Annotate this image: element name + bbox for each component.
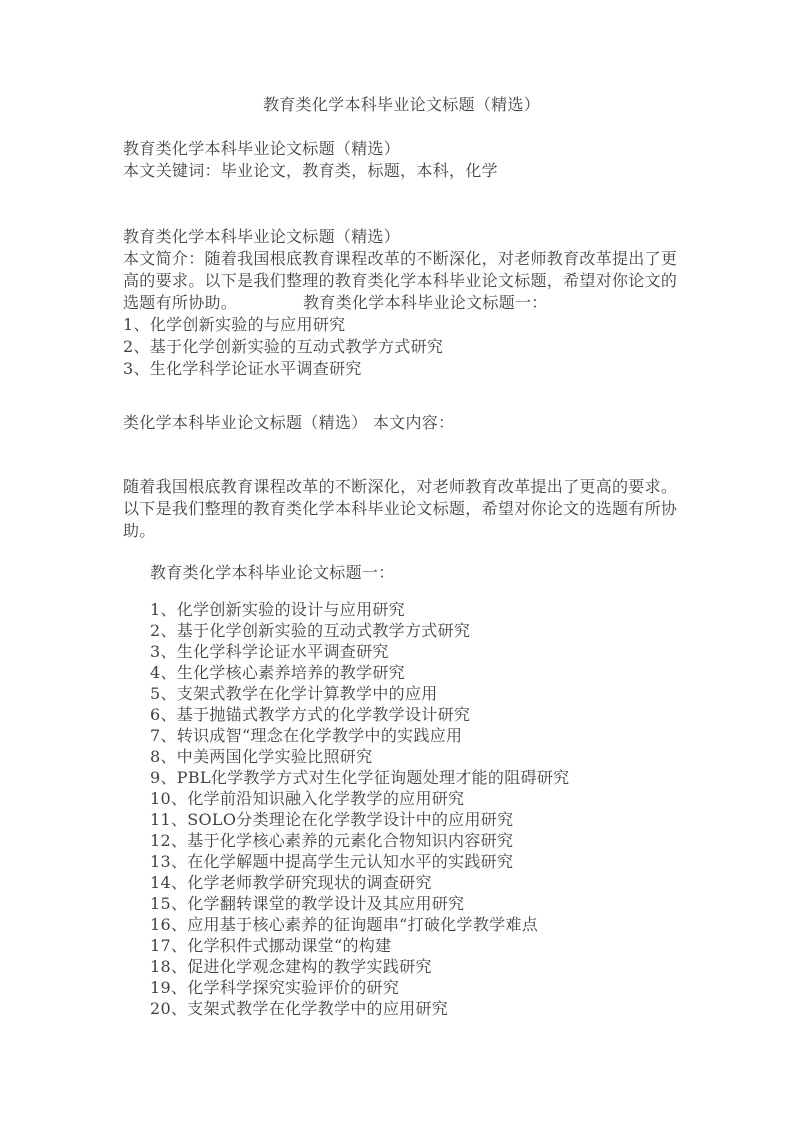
summary-preview-list — [123, 314, 680, 380]
content-intro-line: 助。 — [123, 521, 156, 540]
summary-preview-item: 1、化学创新实验的与应用研究 — [123, 315, 346, 334]
thesis-title-item: 16、应用基于核心素养的征询题串“打破化学教学难点 — [150, 915, 539, 934]
thesis-title-item: 10、化学前沿知识融入化学教学的应用研究 — [150, 789, 465, 808]
thesis-title-item: 7、转识成智“理念在化学教学中的实践应用 — [150, 726, 463, 745]
thesis-title-item: 15、化学翻转课堂的教学设计及其应用研究 — [150, 894, 465, 913]
thesis-title-item: 3、生化学科学论证水平调查研究 — [150, 642, 389, 661]
summary-last-line — [123, 292, 680, 314]
content-header: 类化学本科毕业论文标题（精选） 本文内容： — [123, 413, 455, 432]
content-intro-line: 以下是我们整理的教育类化学本科毕业论文标题，希望对你论文的选题有所协 — [123, 499, 678, 518]
summary-inline-section-label: 教育类化学本科毕业论文标题一： — [303, 293, 548, 312]
thesis-title-item: 19、化学科学探究实验评价的研究 — [150, 978, 400, 997]
meta-line: 本文关键词：毕业论文，教育类，标题，本科，化学 — [123, 161, 498, 180]
thesis-title-item: 12、基于化学核心素养的元素化合物知识内容研究 — [150, 831, 514, 850]
thesis-title-item: 17、化学积件式挪动课堂“的构建 — [150, 936, 392, 955]
content-intro-paragraph — [123, 476, 680, 542]
summary-last-line-text: 选题有所协助。 — [123, 293, 238, 312]
thesis-title-item: 6、基于抛锚式教学方式的化学教学设计研究 — [150, 705, 471, 724]
thesis-title-item: 13、在化学解题中提高学生元认知水平的实践研究 — [150, 852, 514, 871]
thesis-title-item: 9、PBL化学教学方式对生化学征询题处理才能的阻碍研究 — [150, 768, 570, 787]
thesis-title-item: 8、中美两国化学实验比照研究 — [150, 747, 373, 766]
meta-line: 教育类化学本科毕业论文标题（精选） — [123, 139, 401, 158]
document-title: 教育类化学本科毕业论文标题（精选） — [262, 95, 541, 114]
thesis-title-item: 1、化学创新实验的设计与应用研究 — [150, 600, 405, 619]
summary-intro-line: 本文简介：随着我国根底教育课程改革的不断深化，对老师教育改革提出了更 — [123, 249, 678, 268]
summary-paragraph — [123, 226, 680, 380]
thesis-title-item: 14、化学老师教学研究现状的调查研究 — [150, 873, 432, 892]
thesis-title-item: 11、SOLO分类理论在化学教学设计中的应用研究 — [150, 810, 514, 829]
summary-intro-lines — [123, 248, 680, 292]
meta-paragraph — [123, 138, 680, 182]
thesis-title-item: 4、生化学核心素养培养的教学研究 — [150, 663, 405, 682]
thesis-title-item: 5、支架式教学在化学计算教学中的应用 — [150, 684, 438, 703]
content-intro-line: 随着我国根底教育课程改革的不断深化，对老师教育改革提出了更高的要求。 — [123, 477, 678, 496]
summary-preview-item: 2、基于化学创新实验的互动式教学方式研究 — [123, 337, 444, 356]
thesis-title-list — [150, 599, 690, 1019]
section-one-heading: 教育类化学本科毕业论文标题一： — [150, 563, 395, 582]
summary-heading: 教育类化学本科毕业论文标题（精选） — [123, 227, 401, 246]
summary-preview-item: 3、生化学科学论证水平调查研究 — [123, 359, 362, 378]
thesis-title-item: 2、基于化学创新实验的互动式教学方式研究 — [150, 621, 471, 640]
thesis-title-item: 18、促进化学观念建构的教学实践研究 — [150, 957, 432, 976]
inline-gap-spacer — [237, 307, 303, 308]
summary-intro-line: 高的要求。以下是我们整理的教育类化学本科毕业论文标题，希望对你论文的 — [123, 271, 678, 290]
thesis-title-item: 20、支架式教学在化学教学中的应用研究 — [150, 999, 449, 1018]
